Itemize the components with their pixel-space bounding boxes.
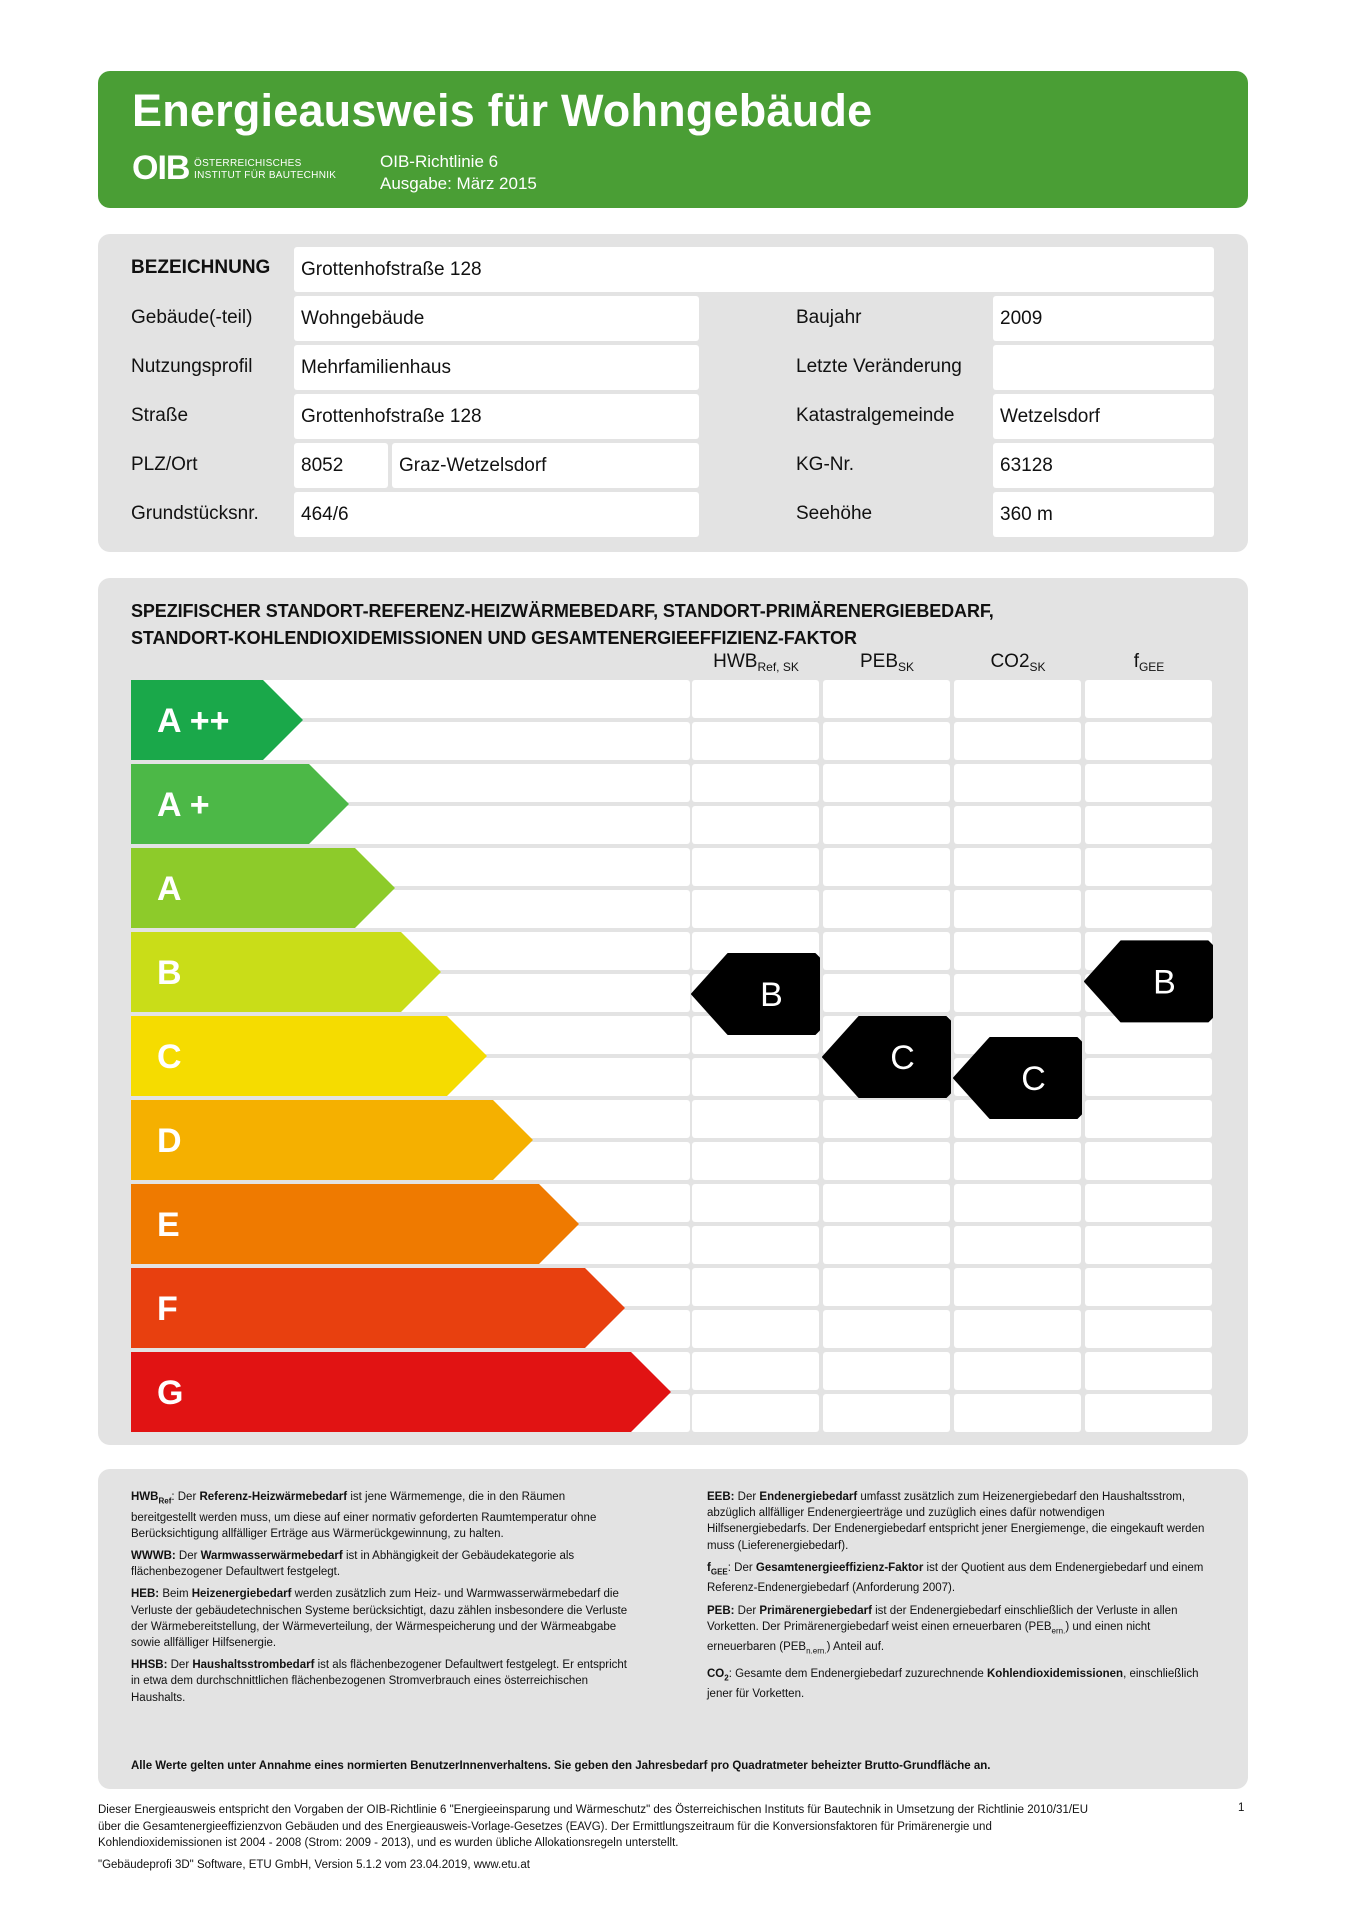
oib-logo-text <box>194 158 336 182</box>
class-label: C <box>157 1038 182 1076</box>
rating-cell-col2 <box>823 1268 950 1306</box>
legend-fgee: $f_{GEE}$: Der Gesamtenergieeffizienz-Faktor ist der Quotient aus dem Endenergiebedarf und einem Referenz-Endenergiebedarf (Anforderung 2007). <box>707 1561 1204 1595</box>
seehoehe-field: 360 m <box>993 492 1214 537</box>
column-header-peb: $PEB_{SK}$ <box>859 651 915 674</box>
oib-logo-mark: OIB <box>132 149 190 187</box>
katastral-label: Katastralgemeinde <box>796 405 955 426</box>
rating-cell-col3 <box>954 890 1081 928</box>
rating-cell-col2 <box>823 1394 950 1432</box>
rating-cell-col3 <box>954 848 1081 886</box>
legend-hhsb: HHSB: Der Haushaltsstrombedarf ist als flächenbezogener Defaultwert festgelegt. Er entspricht in etwa dem durchschnittlichen flächenbezogenen Stromverbrauch eines österreichischen Haushalts. <box>131 1659 627 1704</box>
rating-cell-col2 <box>823 1352 950 1390</box>
rating-cell-col3 <box>954 680 1081 718</box>
class-label: B <box>157 954 182 992</box>
guideline-info <box>380 151 537 195</box>
legend-heb: HEB: Beim Heizenergiebedarf werden zusätzlich zum Heiz- und Warmwasserwärmebedarf die Verluste der gebäudetechnischen Systeme berücksichtigt, dazu zählen insbesondere die Verluste der Wärmebereitstellung, der Wärmeverteilung, der Wärmespeicherung und der Wärmeabgabe sowie allfälliger Hilfsenergie. <box>131 1588 628 1649</box>
rating-cell-col2 <box>823 1184 950 1222</box>
class-label: A <box>157 870 182 908</box>
veraenderung-field <box>993 345 1214 390</box>
scale-title <box>131 598 994 652</box>
energy-scale-chart <box>98 578 1248 1445</box>
class-label: G <box>157 1374 184 1412</box>
footer-text: Dieser Energieausweis entspricht den Vorgaben der OIB-Richtlinie 6 "Energieeinsparung und Wärmeschutz" des Österreichischen Instituts für Bautechnik in Umsetzung der Richtlinie 2010/31/EU über die Gesamtenergieeffizienzvon Gebäuden und des Energieausweis-Vorlage-Gesetzes (EAVG). Der Ermittlungszeitraum für die Konversionsfaktoren für Primärenergie und Kohlendioxidemissionen ist 2004 - 2008 (Strom: 2009 - 2013), und es wurden übliche Allokationsregeln unterstellt. <box>98 1804 1089 1849</box>
rating-cell-col4 <box>1085 1184 1212 1222</box>
rating-cell-col2 <box>823 722 950 760</box>
class-arrow-F <box>131 1268 625 1348</box>
plz-ort-label: PLZ/Ort <box>131 454 198 475</box>
class-label: D <box>157 1122 182 1160</box>
rating-cell-col4 <box>1085 848 1212 886</box>
legend-left-column <box>131 1489 631 1712</box>
kgnr-field: 63128 <box>993 443 1214 488</box>
rating-cell-col3 <box>954 1268 1081 1306</box>
footer-software: "Gebäudeprofi 3D" Software, ETU GmbH, Version 5.1.2 vom 23.04.2019, www.etu.at <box>98 1859 530 1871</box>
rating-cell-col1 <box>692 1100 819 1138</box>
rating-cell-col1 <box>692 1142 819 1180</box>
rating-cell-col1 <box>692 1310 819 1348</box>
page-title: Energieausweis für Wohngebäude <box>132 85 873 136</box>
rating-cell-col4 <box>1085 680 1212 718</box>
rating-cell-col1 <box>692 680 819 718</box>
rating-cell-col4 <box>1085 1100 1212 1138</box>
grundstueck-field: 464/6 <box>294 492 699 537</box>
column-header-fgee: $f_{GEE}$ <box>1133 651 1165 674</box>
grundstueck-label: Grundstücksnr. <box>131 503 259 524</box>
rating-cell-col1 <box>692 1058 819 1096</box>
column-header-co2: $CO2_{SK}$ <box>990 651 1046 674</box>
gebaeude-field: Wohngebäude <box>294 296 699 341</box>
oib-logo <box>132 149 337 187</box>
class-arrow-C <box>131 1016 487 1096</box>
rating-cell-col4 <box>1085 890 1212 928</box>
rating-cell-col2 <box>823 764 950 802</box>
bezeichnung-field: Grottenhofstraße 128 <box>294 247 1214 292</box>
baujahr-label: Baujahr <box>796 307 862 328</box>
rating-cell-col3 <box>954 806 1081 844</box>
energy-scale-panel <box>98 578 1248 1445</box>
header-banner <box>98 71 1248 208</box>
legend-wwwb: WWWB: Der Warmwasserwärmebedarf ist in Abhängigkeit der Gebäudekategorie als flächenbezogener Defaultwert festgelegt. <box>131 1549 575 1579</box>
guideline: OIB-Richtlinie 6 <box>380 152 499 171</box>
rating-cell-col1 <box>692 1226 819 1264</box>
rating-cell-col4 <box>1085 764 1212 802</box>
rating-cell-col3 <box>954 1226 1081 1264</box>
scale-title-line2: STANDORT-KOHLENDIOXIDEMISSIONEN UND GESAMTENERGIEEFFIZIENZ-FAKTOR <box>131 628 857 648</box>
legend-hwb: $HWB_{Ref}$: Der Referenz-Heizwärmebedarf ist jene Wärmemenge, die in den Räumen bereitgestellt werden muss, um diese auf einer normativ geforderten Raumtemperatur ohne Berücksichtigung allfälliger Erträge aus Wärmerückgewinnung, zu halten. <box>131 1491 597 1540</box>
rating-cell-col4 <box>1085 1142 1212 1180</box>
page-number: 1 <box>1238 1802 1245 1814</box>
rating-label-co2: C <box>1021 1060 1046 1098</box>
rating-cell-col4 <box>1085 806 1212 844</box>
class-arrow-E <box>131 1184 579 1264</box>
rating-cell-col2 <box>823 1310 950 1348</box>
rating-cell-col2 <box>823 806 950 844</box>
rating-cell-col2 <box>823 1142 950 1180</box>
legend-eeb: EEB: Der Endenergiebedarf umfasst zusätzlich zum Heizenergiebedarf den Haushaltsstrom, abzüglich allfälliger Endenergieerträge und zuzüglich eines dafür notwendigen Hilfsenergiebedarfs. Der Endenergiebedarf entspricht jener Energiemenge, die eingekauft werden muss (Lieferenergiebedarf). <box>707 1491 1205 1552</box>
gebaeude-label: Gebäude(-teil) <box>131 307 253 328</box>
rating-cell-col3 <box>954 1352 1081 1390</box>
rating-cell-col1 <box>692 722 819 760</box>
rating-cell-col4 <box>1085 1058 1212 1096</box>
rating-cell-col1 <box>692 848 819 886</box>
class-label: A + <box>157 786 210 824</box>
rating-cell-col2 <box>823 1226 950 1264</box>
rating-cell-col2 <box>823 848 950 886</box>
rating-cell-col4 <box>1085 1226 1212 1264</box>
seehoehe-label: Seehöhe <box>796 503 873 524</box>
bezeichnung-label: BEZEICHNUNG <box>131 257 271 278</box>
oib-logo-line1: ÖSTERREICHISCHES <box>194 158 302 169</box>
legend-panel <box>98 1469 1248 1789</box>
oib-logo-line2: INSTITUT FÜR BAUTECHNIK <box>194 170 337 181</box>
legend-co2: $CO_2$: Gesamte dem Endenergiebedarf zuzurechnende Kohlendioxidemissionen, einschließlich jener für Vorketten. <box>707 1667 1199 1701</box>
column-header-hwb: $HWB_{Ref, SK}$ <box>713 651 799 674</box>
rating-cell-col4 <box>1085 722 1212 760</box>
rating-cell-col2 <box>823 890 950 928</box>
rating-label-peb: C <box>890 1039 915 1077</box>
class-label: F <box>157 1290 178 1328</box>
legend-peb: PEB: Der Primärenergiebedarf ist der Endenergiebedarf einschließlich der Verluste in allen Vorketten. Der Primärenergiebedarf weist einen erneuerbaren $(PEB_{ern.})$ und einen nicht erneuerbaren $(PEB_{n.ern.})$ Anteil auf. <box>707 1604 1178 1656</box>
legend-note: Alle Werte gelten unter Annahme eines normierten BenutzerInnenverhaltens. Sie geben den Jahresbedarf pro Quadratmeter beheizter Brutto-Grundfläche an. <box>131 1760 991 1772</box>
class-arrow-D <box>131 1100 533 1180</box>
veraenderung-label: Letzte Veränderung <box>796 356 962 377</box>
scale-title-line1: SPEZIFISCHER STANDORT-REFERENZ-HEIZWÄRMEBEDARF, STANDORT-PRIMÄRENERGIEBEDARF, <box>131 601 994 621</box>
rating-cell-col4 <box>1085 1268 1212 1306</box>
rating-cell-col1 <box>692 890 819 928</box>
baujahr-field: 2009 <box>993 296 1214 341</box>
rating-cell-col1 <box>692 806 819 844</box>
plz-field: 8052 <box>294 443 388 488</box>
rating-cell-col1 <box>692 1184 819 1222</box>
legend-right-column <box>707 1489 1207 1708</box>
rating-cell-col2 <box>823 680 950 718</box>
rating-cell-col3 <box>954 1310 1081 1348</box>
rating-cell-col3 <box>954 932 1081 970</box>
kgnr-label: KG-Nr. <box>796 454 855 475</box>
rating-cell-col1 <box>692 1268 819 1306</box>
rating-cell-col4 <box>1085 1394 1212 1432</box>
rating-cell-col1 <box>692 764 819 802</box>
rating-cell-col2 <box>823 974 950 1012</box>
rating-cell-col2 <box>823 932 950 970</box>
building-info-panel <box>98 234 1248 552</box>
rating-cell-col3 <box>954 764 1081 802</box>
rating-cell-col3 <box>954 1394 1081 1432</box>
edition: Ausgabe: März 2015 <box>380 174 537 193</box>
rating-cell-col3 <box>954 1142 1081 1180</box>
nutzung-label: Nutzungsprofil <box>131 356 253 377</box>
class-label: E <box>157 1206 180 1244</box>
class-label: A ++ <box>157 702 230 740</box>
nutzung-field: Mehrfamilienhaus <box>294 345 699 390</box>
rating-cell-col4 <box>1085 1352 1212 1390</box>
rating-cell-col2 <box>823 1100 950 1138</box>
class-arrow-G <box>131 1352 671 1432</box>
rating-cell-col1 <box>692 1352 819 1390</box>
katastral-field: Wetzelsdorf <box>993 394 1214 439</box>
strasse-label: Straße <box>131 405 189 426</box>
rating-cell-col3 <box>954 974 1081 1012</box>
ort-field: Graz-Wetzelsdorf <box>392 443 699 488</box>
rating-label-fgee: B <box>1153 963 1176 1002</box>
rating-label-hwb: B <box>760 976 783 1014</box>
rating-cell-col4 <box>1085 1310 1212 1348</box>
rating-cell-col1 <box>692 1394 819 1432</box>
rating-cell-col3 <box>954 1184 1081 1222</box>
rating-cell-col3 <box>954 722 1081 760</box>
strasse-field: Grottenhofstraße 128 <box>294 394 699 439</box>
